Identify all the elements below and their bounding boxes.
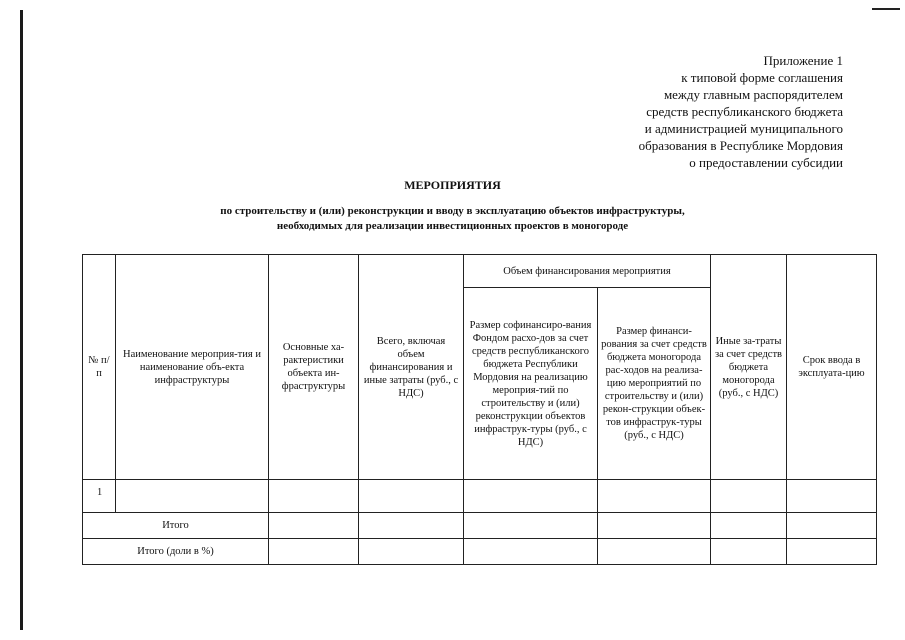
table-cell — [464, 513, 598, 539]
total-row — [83, 513, 877, 539]
subtitle-line: необходимых для реализации инвестиционных проектов в моногороде — [276, 220, 629, 232]
table-cell — [598, 480, 711, 513]
total-share-label: Итого (доли в %) — [83, 539, 269, 565]
total-label: Итого — [83, 513, 269, 539]
table-cell — [711, 480, 787, 513]
header-fund-cofinancing: Размер софинансиро-вания Фондом расхо-дов за счет средств республиканского бюджета Республики Мордовия на реализацию мероприя-тий по строительству и (или) реконструкции объектов инфраструк-туры (руб., с НДС) — [464, 288, 598, 480]
header-characteristics: Основные ха-рактеристики объекта ин-фраструктуры — [269, 255, 359, 480]
appendix-line: Приложение 1 — [763, 53, 843, 68]
corner-mark — [872, 8, 900, 10]
appendix-line: образования в Республике Мордовия — [638, 138, 843, 153]
table-row — [83, 480, 877, 513]
subtitle-line: по строительству и (или) реконструкции и вводу в эксплуатацию объектов инфраструктуры, — [220, 205, 685, 217]
header-city-financing: Размер финанси-рования за счет средств бюджета моногорода рас-ходов на реализа-цию мероприятий по строительству и (или) рекон-струкции объек-тов инфраструк-туры (руб., с НДС) — [598, 288, 711, 480]
header-number: № п/п — [83, 255, 116, 480]
table-cell — [711, 539, 787, 565]
table-cell — [787, 480, 877, 513]
table-cell — [269, 539, 359, 565]
document-title: МЕРОПРИЯТИЯ — [404, 178, 501, 192]
row-number: 1 — [83, 480, 116, 513]
appendix-line: средств республиканского бюджета — [646, 104, 843, 119]
table-cell — [598, 513, 711, 539]
header-name: Наименование мероприя-тия и наименование объ-екта инфраструктуры — [116, 255, 269, 480]
table-cell — [359, 539, 464, 565]
total-share-row — [83, 539, 877, 565]
appendix-line: между главным распорядителем — [663, 87, 843, 102]
header-financing-group: Объем финансирования мероприятия — [464, 255, 711, 288]
document-subtitle — [0, 204, 905, 234]
table-cell — [269, 480, 359, 513]
table-cell — [787, 539, 877, 565]
header-other-costs: Иные за-траты за счет средств бюджета моногорода (руб., с НДС) — [711, 255, 787, 480]
scan-edge-line — [20, 10, 23, 630]
appendix-line: и администрацией муниципального — [644, 121, 843, 136]
table-cell — [464, 480, 598, 513]
table-cell — [359, 513, 464, 539]
table-cell — [787, 513, 877, 539]
table-cell — [269, 513, 359, 539]
table-cell — [359, 480, 464, 513]
table-cell — [464, 539, 598, 565]
table-cell — [711, 513, 787, 539]
table-cell — [116, 480, 269, 513]
measures-table — [82, 254, 877, 565]
header-deadline: Срок ввода в эксплуата-цию — [787, 255, 877, 480]
appendix-line: к типовой форме соглашения — [681, 70, 843, 85]
header-total: Всего, включая объем финансирования и иные затраты (руб., с НДС) — [359, 255, 464, 480]
table-cell — [598, 539, 711, 565]
appendix-header — [639, 52, 843, 171]
appendix-line: о предоставлении субсидии — [689, 155, 843, 170]
